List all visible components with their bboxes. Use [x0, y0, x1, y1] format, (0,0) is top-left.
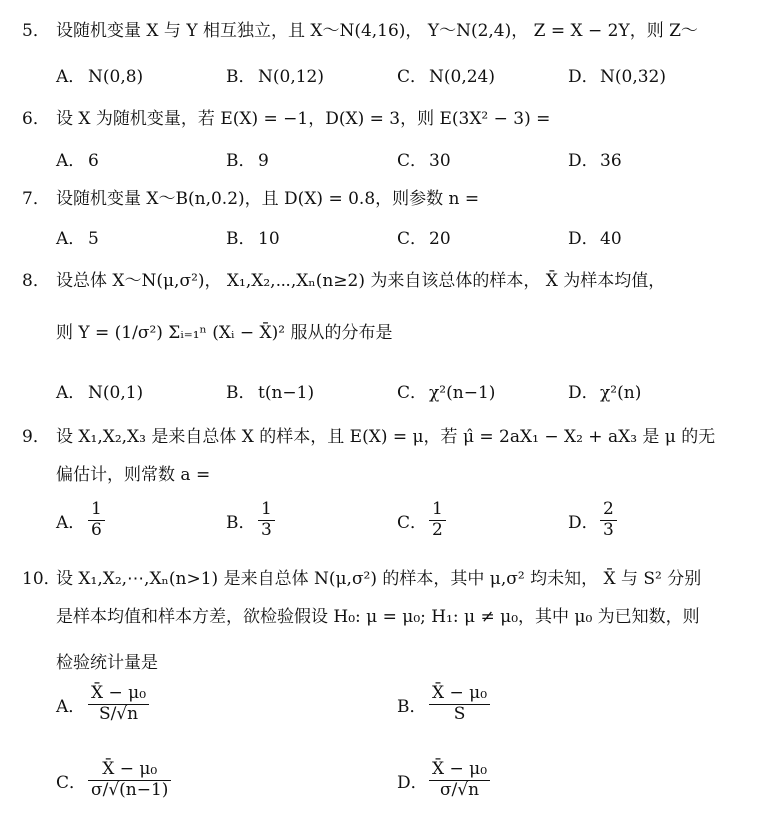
q8-option-d: D．χ²(n): [568, 383, 642, 403]
question-6: [22, 104, 550, 129]
question-stem: 设 X₁,X₂,X₃ 是来自总体 X 的样本，且 E(X) = μ，若 μ̂ = 2aX₁ − X₂ + aX₃ 是 μ 的无: [56, 427, 716, 447]
q10-option-a: A． $\frac{\text{X̄ − μ₀}}{S/√n}$: [56, 684, 149, 724]
question-10-stem-line2: 是样本均值和样本方差，欲检验假设 H₀: μ = μ₀; H₁: μ ≠ μ₀，其中 μ₀ 为已知数，则: [56, 607, 700, 627]
q7-option-c: C． 20: [397, 229, 451, 249]
q6-option-b: B． 9: [226, 151, 269, 171]
q7-option-a: A． 5: [56, 229, 99, 249]
q5-option-d: D．N(0,32): [568, 67, 666, 87]
question-10-stem-line3: 检验统计量是: [56, 653, 158, 673]
q9-option-b: B． $\frac{1}{3}$: [226, 500, 275, 540]
question-stem: 设随机变量 X 与 Y 相互独立，且 X～N(4,16)， Y～N(2,4)， Z = X − 2Y，则 Z～: [56, 21, 698, 41]
question-8: [22, 266, 665, 291]
question-stem: 设随机变量 X～B(n,0.2)，且 D(X) = 0.8，则参数 n =: [56, 189, 480, 209]
q9-option-a: A． $\frac{1}{6}$: [56, 500, 105, 540]
question-stem: 设总体 X～N(μ,σ²)， X₁,X₂,⋯,Xₙ(n≥2) 为来自该总体的样本， X̄ 为样本均值，: [56, 271, 666, 291]
q8-option-a: A． N(0,1): [56, 383, 144, 403]
q5-option-c: C． N(0,24): [397, 67, 495, 87]
q6-option-d: D．36: [568, 151, 622, 171]
question-stem: 设 X 为随机变量，若 E(X) = −1，D(X) = 3，则 E(3X² − 3) =: [56, 109, 551, 129]
question-9-stem-line2: 偏估计，则常数 a =: [56, 465, 211, 485]
question-7: [22, 184, 479, 209]
question-5: [22, 16, 698, 41]
question-number: 10．: [22, 569, 61, 589]
question-8-stem-line2: 则 Y = (1/σ²) Σᵢ₌₁ⁿ (Xᵢ − X̄)² 服从的分布是: [56, 323, 393, 343]
question-number: 5．: [22, 21, 50, 41]
question-10: [22, 564, 701, 589]
question-stem: 设 X₁,X₂,⋯,Xₙ(n>1) 是来自总体 N(μ,σ²) 的样本，其中 μ,σ² 均未知， X̄ 与 S² 分别: [56, 569, 702, 589]
q5-option-a: A． N(0,8): [56, 67, 144, 87]
q10-option-d: D． $\frac{\text{X̄ − μ₀}}{\sigma/√n}$: [397, 760, 490, 800]
q7-option-d: D．40: [568, 229, 622, 249]
q10-option-c: C． $\frac{\text{X̄ − μ₀}}{\sigma/√(n-1)}$: [56, 760, 171, 800]
q8-option-c: C． χ²(n−1): [397, 383, 496, 403]
q5-option-b: B． N(0,12): [226, 67, 324, 87]
q7-option-b: B． 10: [226, 229, 280, 249]
question-number: 6．: [22, 109, 50, 129]
question-9: [22, 422, 715, 447]
q10-option-b: B． $\frac{\text{X̄ − μ₀}}{S}$: [397, 684, 490, 724]
question-number: 9．: [22, 427, 50, 447]
q9-option-d: D． $\frac{2}{3}$: [568, 500, 617, 540]
question-number: 8．: [22, 271, 50, 291]
question-number: 7．: [22, 189, 50, 209]
q8-option-b: B． t(n−1): [226, 383, 315, 403]
q6-option-c: C． 30: [397, 151, 451, 171]
q9-option-c: C． $\frac{1}{2}$: [397, 500, 446, 540]
q6-option-a: A． 6: [56, 151, 99, 171]
